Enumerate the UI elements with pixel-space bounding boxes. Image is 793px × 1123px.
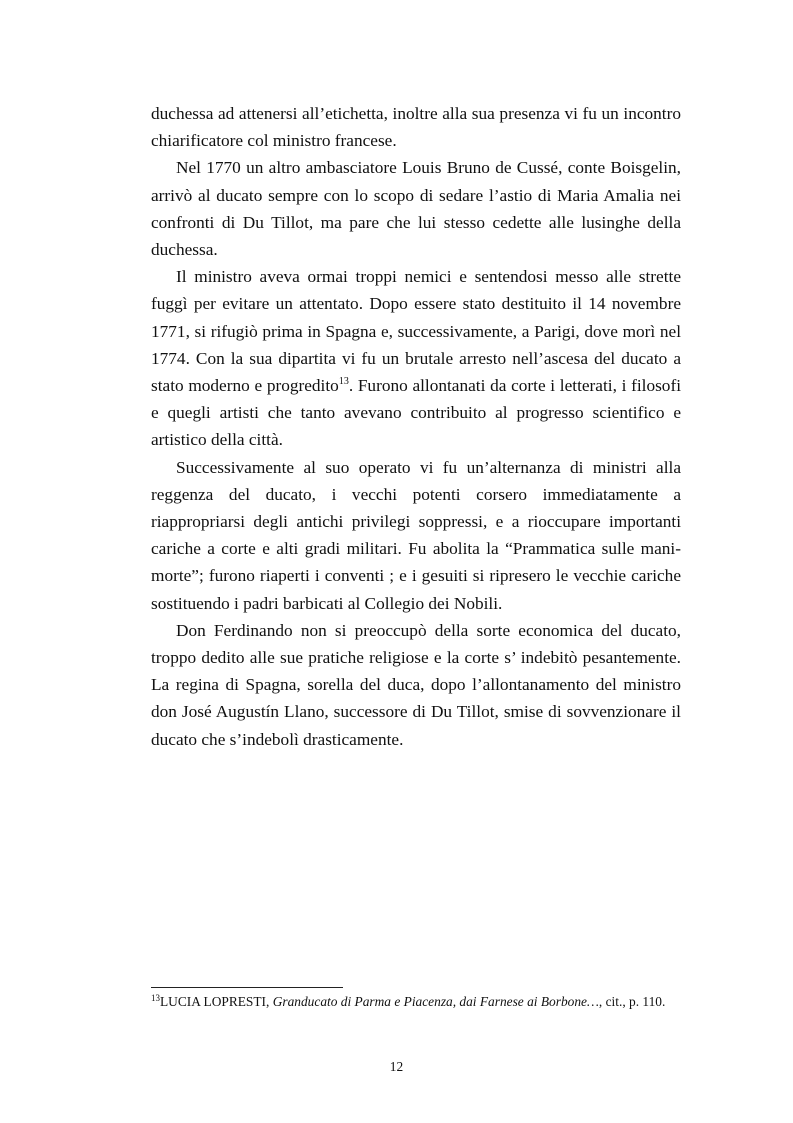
paragraph-1: duchessa ad attenersi all’etichetta, inoltre alla sua presenza vi fu un incontro chiarificatore col ministro francese. — [151, 104, 681, 151]
paragraph-2: Nel 1770 un altro ambasciatore Louis Bruno de Cussé, conte Boisgelin, arrivò al ducato sempre con lo scopo di sedare l’astio di Maria Amalia nei confronti di Du Tillot, ma pare che lui stesso cedette alle lusinghe della duchessa. — [151, 158, 681, 260]
paragraph-3-text-a: Il ministro aveva ormai troppi nemici e sentendosi messo alle strette fuggì per evitare un attentato. Dopo essere stato destituito il 14 novembre 1771, si rifugiò prima in Spagna e, successivamente, a Parigi, dove morì nel 1774. Con la sua dipartita vi fu un brutale arresto nell’ascesa del ducato a stato moderno e progredito — [151, 267, 681, 396]
paragraph-5: Don Ferdinando non si preoccupò della sorte economica del ducato, troppo dedito alle sue pratiche religiose e la corte s’ indebitò pesantemente. La regina di Spagna, sorella del duca, dopo l’allontanamento del ministro don José Augustín Llano, successore di Du Tillot, smise di sovvenzionare il ducato che s’indebolì drasticamente. — [151, 620, 681, 749]
body-text — [151, 100, 681, 753]
paragraph-4: Successivamente al suo operato vi fu un’alternanza di ministri alla reggenza del ducato, i vecchi potenti corsero immediatamente a riappropriarsi degli antichi privilegi soppressi, e a rioccupare importanti cariche a corte e alti gradi militari. Fu abolita la “Prammatica sulle mani-morte”; furono riaperti i conventi ; e i gesuiti si ripresero le vecchie cariche sostituendo i padri barbicati al Collegio dei Nobili. — [151, 457, 681, 613]
footnote-author: LUCIA LOPRESTI, — [160, 994, 273, 1009]
paragraph-3-text-b: . Furono allontanati da corte i letterati, i filosofi e quegli artisti che tanto avevano contribuito al progresso scientifico e artistico della città. — [151, 376, 682, 450]
footnote-separator — [151, 987, 343, 988]
footnote-number: 13 — [151, 993, 160, 1003]
paragraph-3 — [151, 263, 681, 453]
footnote-citation: , cit., p. 110. — [598, 994, 666, 1009]
footnote-title: Granducato di Parma e Piacenza, dai Farnese ai Borbone… — [272, 994, 599, 1009]
page-number: 12 — [389, 1059, 404, 1074]
footnote-reference: 13 — [338, 376, 349, 388]
footnote — [151, 992, 681, 1012]
